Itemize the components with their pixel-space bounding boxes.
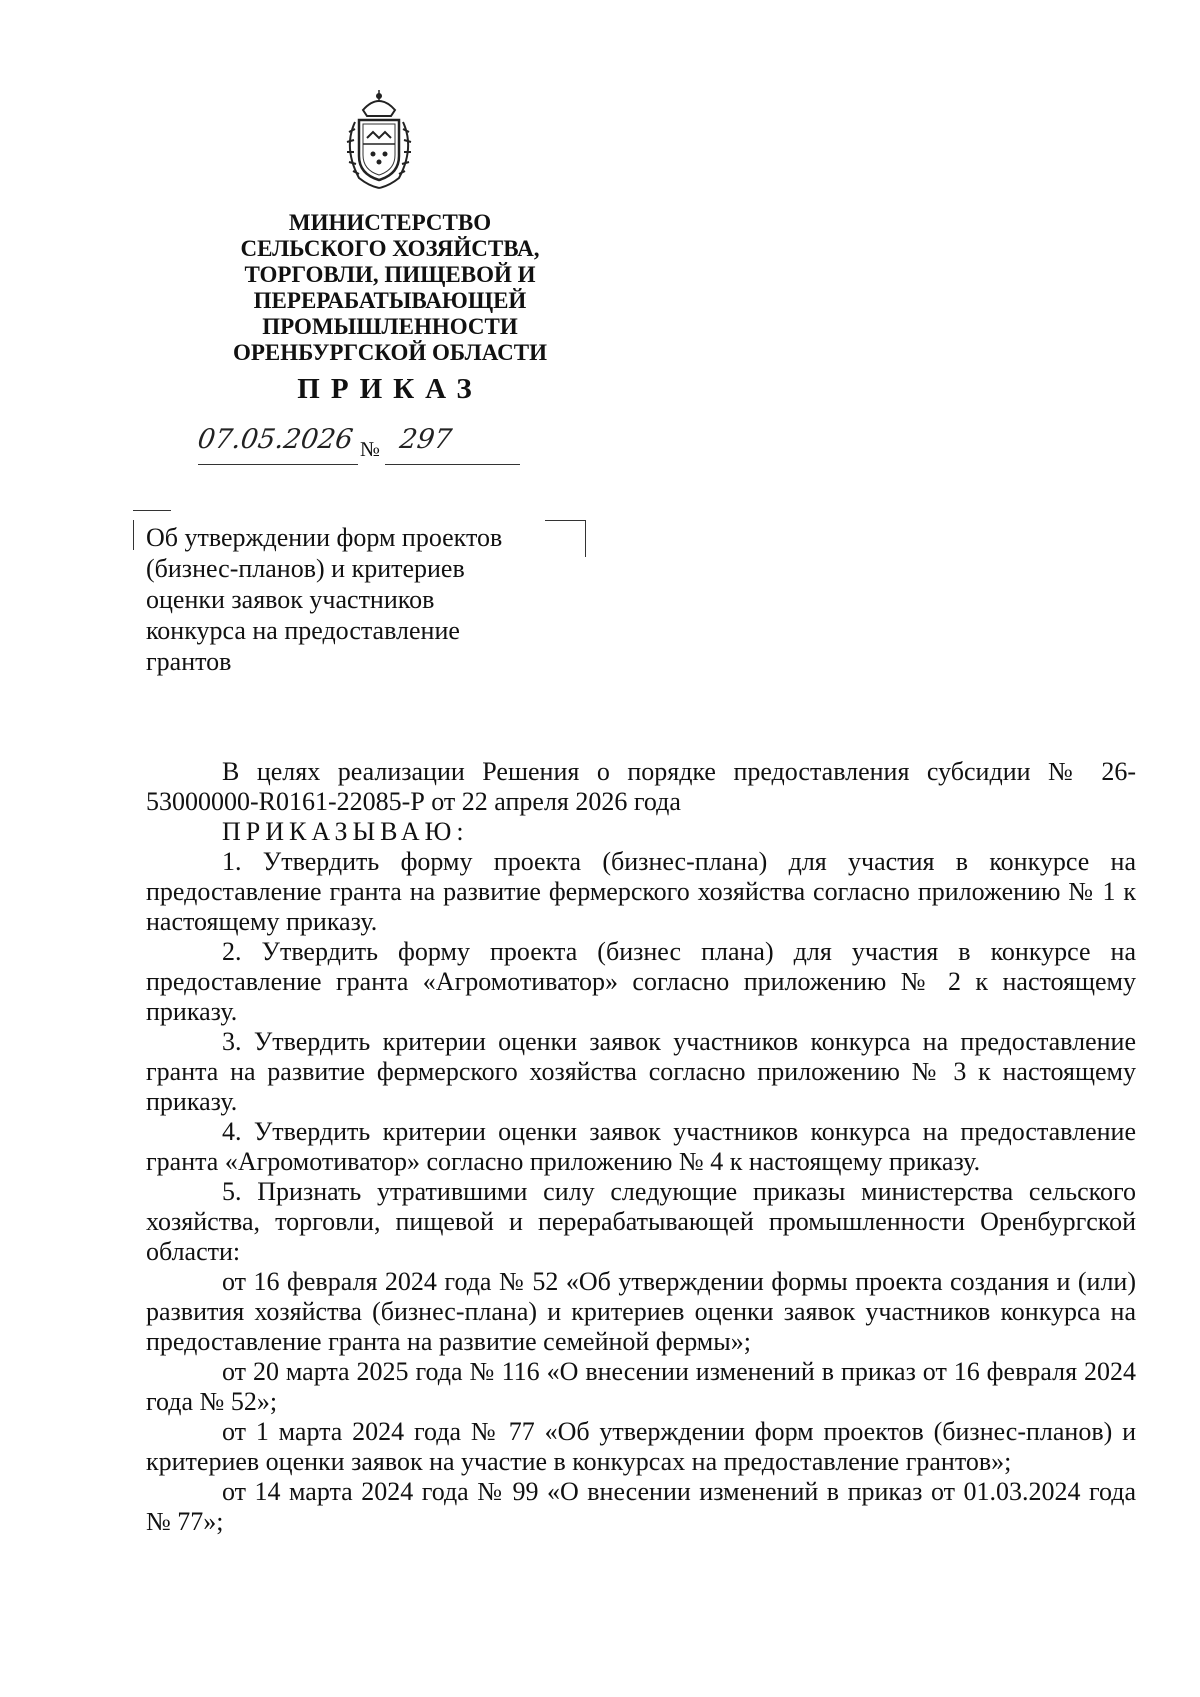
order-verb: ПРИКАЗЫВАЮ: xyxy=(222,817,469,846)
subject-line: конкурса на предоставление xyxy=(146,616,460,645)
ministry-name-line: ПРОМЫШЛЕННОСТИ xyxy=(262,314,518,339)
order-date: 07.05.2026 xyxy=(195,424,355,455)
document-type-title: ПРИКАЗ xyxy=(297,373,483,405)
preamble-paragraph: В целях реализации Решения о порядке предоставления субсидии № 26-53000000-R0161-22085-Р от 22 апреля 2026 года xyxy=(146,757,1136,816)
order-subject xyxy=(146,522,566,677)
coat-of-arms-emblem xyxy=(333,88,425,192)
subject-corner-mark-left-vertical xyxy=(133,520,134,550)
subject-line: оценки заявок участников xyxy=(146,585,435,614)
ministry-header xyxy=(190,210,590,366)
subject-line: грантов xyxy=(146,647,232,676)
ministry-name-line: МИНИСТЕРСТВО xyxy=(288,210,492,235)
order-item: 4. Утвердить критерии оценки заявок участников конкурса на предоставление гранта «Агромотиватор» согласно приложению № 4 к настоящему приказу. xyxy=(146,1117,1136,1176)
repealed-order-item: от 16 февраля 2024 года № 52 «Об утверждении формы проекта создания и (или) развития хозяйства (бизнес-плана) и критериев оценки заявок участников конкурса на предоставление гранта на развитие семейной фермы»; xyxy=(146,1267,1136,1356)
subject-line: (бизнес-планов) и критериев xyxy=(146,554,465,583)
ministry-name-line: ПЕРЕРАБАТЫВАЮЩЕЙ xyxy=(253,288,527,313)
order-item: 3. Утвердить критерии оценки заявок участников конкурса на предоставление гранта на развитие фермерского хозяйства согласно приложению № 3 к настоящему приказу. xyxy=(146,1027,1136,1116)
date-underline xyxy=(198,464,358,465)
order-number: 297 xyxy=(397,424,454,455)
order-item: 5. Признать утратившими силу следующие приказы министерства сельского хозяйства, торговли, пищевой и перерабатывающей промышленности Оренбургской области: xyxy=(146,1177,1136,1266)
order-item: 1. Утвердить форму проекта (бизнес-плана) для участия в конкурсе на предоставление гранта на развитие фермерского хозяйства согласно приложению № 1 к настоящему приказу. xyxy=(146,847,1136,936)
ministry-name-line: СЕЛЬСКОГО ХОЗЯЙСТВА, xyxy=(240,236,540,261)
ministry-name-line: ОРЕНБУРГСКОЙ ОБЛАСТИ xyxy=(232,340,548,365)
number-sign: № xyxy=(360,437,381,461)
order-date-number xyxy=(190,424,540,468)
repealed-order-item: от 1 марта 2024 года № 77 «Об утверждении форм проектов (бизнес-планов) и критериев оценки заявок на участие в конкурсах на предоставление грантов»; xyxy=(146,1417,1136,1476)
number-underline xyxy=(385,464,520,465)
ministry-name-line: ТОРГОВЛИ, ПИЩЕВОЙ И xyxy=(244,262,536,287)
repealed-order-item: от 20 марта 2025 года № 116 «О внесении изменений в приказ от 16 февраля 2024 года № 52»; xyxy=(146,1357,1136,1416)
order-body xyxy=(146,757,1136,1537)
repealed-order-item: от 14 марта 2024 года № 99 «О внесении изменений в приказ от 01.03.2024 года № 77»; xyxy=(146,1477,1136,1536)
order-item: 2. Утвердить форму проекта (бизнес плана) для участия в конкурсе на предоставление гранта «Агромотиватор» согласно приложению № 2 к настоящему приказу. xyxy=(146,937,1136,1026)
subject-line: Об утверждении форм проектов xyxy=(146,523,503,552)
